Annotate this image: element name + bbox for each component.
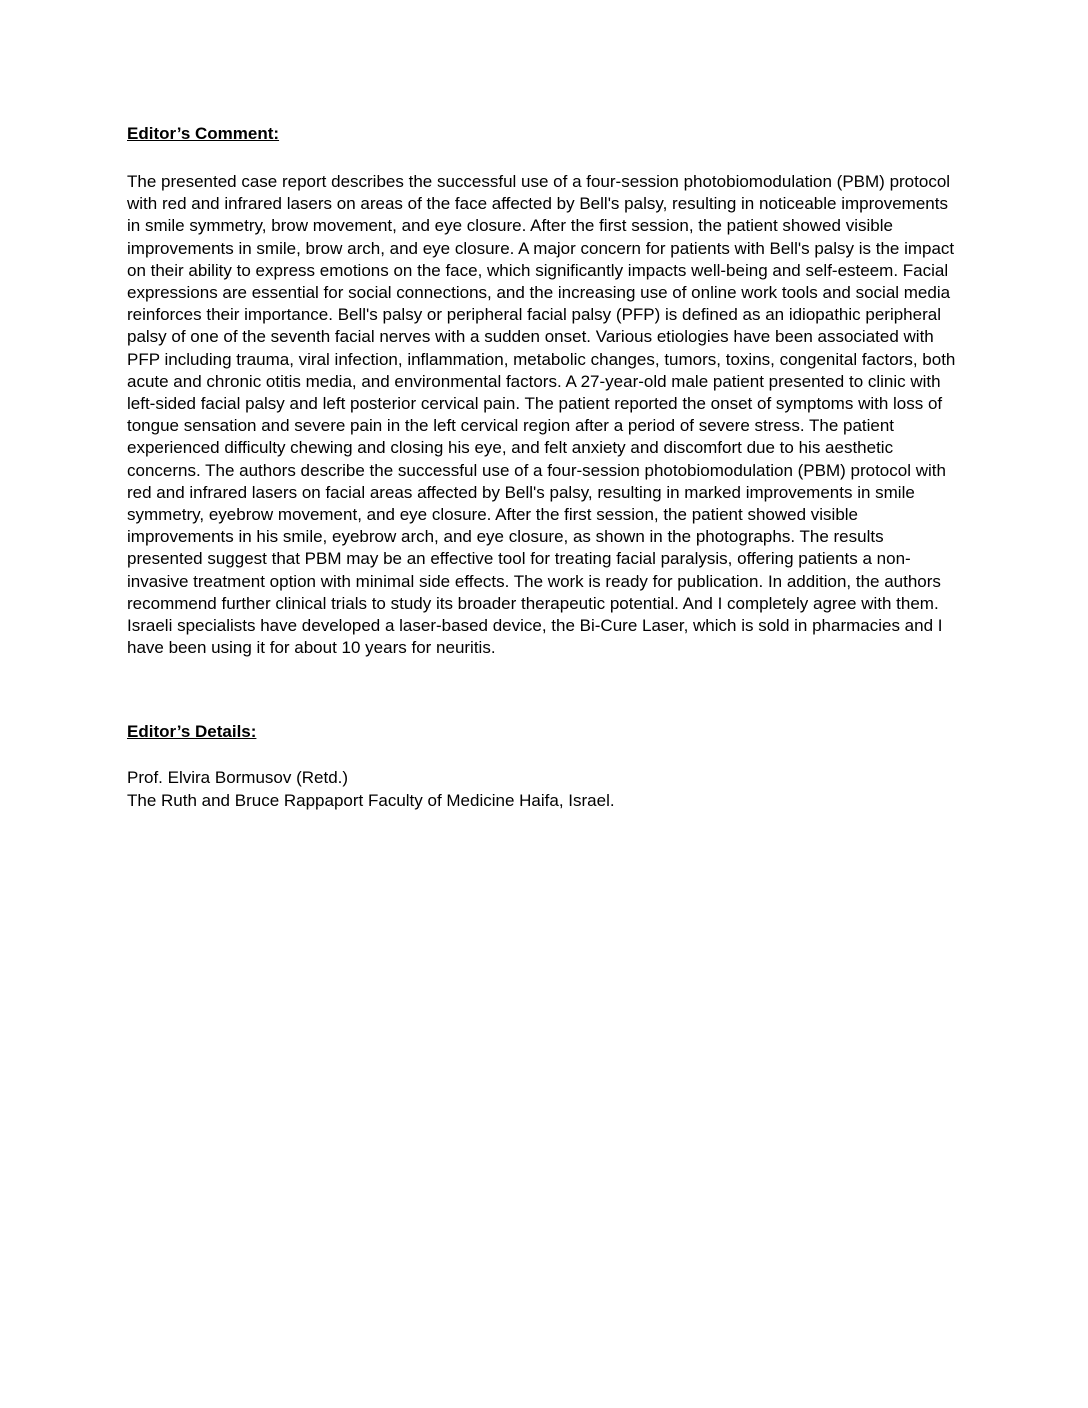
- editors-comment-heading: Editor’s Comment:: [127, 124, 280, 143]
- editor-name: Prof. Elvira Bormusov (Retd.): [127, 768, 349, 788]
- editor-affiliation: The Ruth and Bruce Rappaport Faculty of Medicine Haifa, Israel.: [127, 790, 615, 810]
- editors-details-block: [127, 767, 962, 811]
- editors-comment-body: The presented case report describes the successful use of a four-session photobiomodulation (PBM) protocol with red and infrared lasers on areas of the face affected by Bell's palsy, resulting in noticeable improvements in smile symmetry, brow movement, and eye closure. After the first session, the patient showed visible improvements in smile, brow arch, and eye closure. A major concern for patients with Bell's palsy is the impact on their ability to express emotions on the face, which significantly impacts well-being and self-esteem. Facial expressions are essential for social connections, and the increasing use of online work tools and social media reinforces their importance. Bell's palsy or peripheral facial palsy (PFP) is defined as an idiopathic peripheral palsy of one of the seventh facial nerves with a sudden onset. Various etiologies have been associated with PFP including trauma, viral infection, inflammation, metabolic changes, tumors, toxins, congenital factors, both acute and chronic otitis media, and environmental factors. A 27-year-old male patient presented to clinic with left-sided facial palsy and left posterior cervical pain. The patient reported the onset of symptoms with loss of tongue sensation and severe pain in the left cervical region after a period of severe stress. The patient experienced difficulty chewing and closing his eye, and felt anxiety and discomfort due to his aesthetic concerns. The authors describe the successful use of a four-session photobiomodulation (PBM) protocol with red and infrared lasers on facial areas affected by Bell's palsy, resulting in marked improvements in smile symmetry, eyebrow movement, and eye closure. After the first session, the patient showed visible improvements in his smile, eyebrow arch, and eye closure, as shown in the photographs. The results presented suggest that PBM may be an effective tool for treating facial paralysis, offering patients a non-invasive treatment option with minimal side effects. The work is ready for publication. In addition, the authors recommend further clinical trials to study its broader therapeutic potential. And I completely agree with them. Israeli specialists have developed a laser-based device, the Bi-Cure Laser, which is sold in pharmacies and I have been using it for about 10 years for neuritis.: [127, 172, 956, 658]
- editors-details-heading: Editor’s Details:: [127, 722, 257, 742]
